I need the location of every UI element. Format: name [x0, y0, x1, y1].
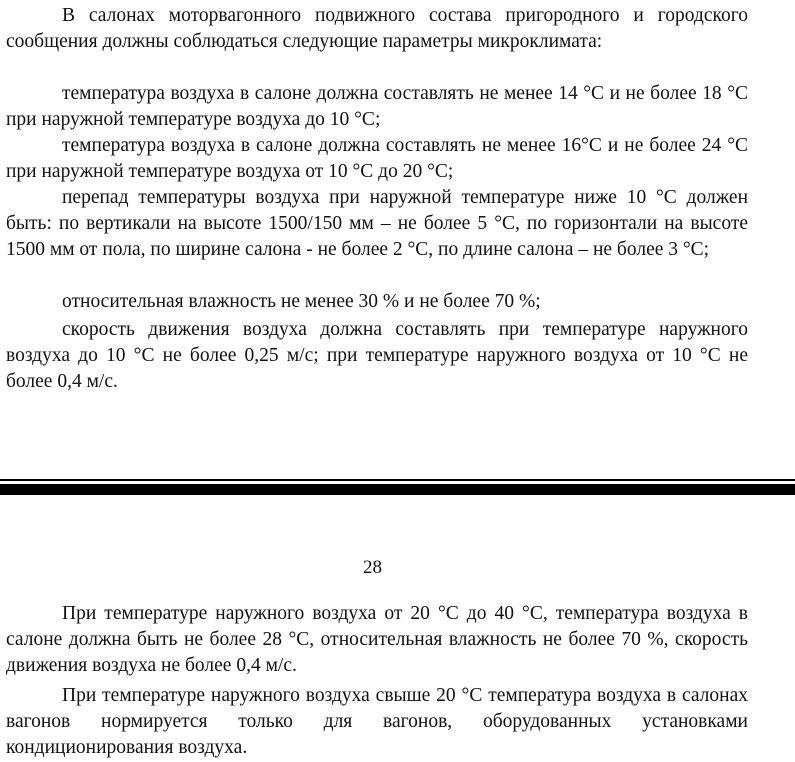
- separator-thick-line: [0, 484, 795, 495]
- temperature-item-1: температура воздуха в салоне должна составлять не менее 14 °С и не более 18 °С при наружной температуре воздуха до 10 °С;: [6, 83, 748, 130]
- page-separator-rule: [0, 479, 795, 495]
- separator-thin-line: [0, 479, 795, 481]
- paragraph-air-conditioning: При температуре наружного воздуха свыше 20 °С температура воздуха в салонах вагонов нормируется только для вагонов, оборудованных установками кондиционирования воздуха.: [6, 685, 748, 758]
- air-speed-item: скорость движения воздуха должна составлять при температуре наружного воздуха до 10 °С не более 0,25 м/с; при температуре наружного воздуха от 10 °С не более 0,4 м/с.: [6, 319, 748, 392]
- paragraph-hot-weather: При температуре наружного воздуха от 20 °С до 40 °С, температура воздуха в салоне должна быть не более 28 °С, относительная влажность не более 70 %, скорость движения воздуха не более 0,4 м/с.: [6, 603, 748, 676]
- intro-paragraph: В салонах моторвагонного подвижного состава пригородного и городского сообщения должны соблюдаться следующие параметры микроклимата:: [6, 5, 748, 52]
- page-number: 28: [363, 557, 382, 578]
- temperature-difference-item: перепад температуры воздуха при наружной температуре ниже 10 °С должен быть: по вертикали на высоте 1500/150 мм – не более 5 °С, по горизонтали на высоте 1500 мм от пола, по ширине салона - не более 2 °С, по длине салона – не более 3 °С;: [6, 187, 748, 260]
- temperature-item-2: температура воздуха в салоне должна составлять не менее 16°С и не более 24 °С при наружной температуре воздуха от 10 °С до 20 °С;: [6, 135, 748, 182]
- humidity-item: относительная влажность не менее 30 % и не более 70 %;: [62, 291, 541, 312]
